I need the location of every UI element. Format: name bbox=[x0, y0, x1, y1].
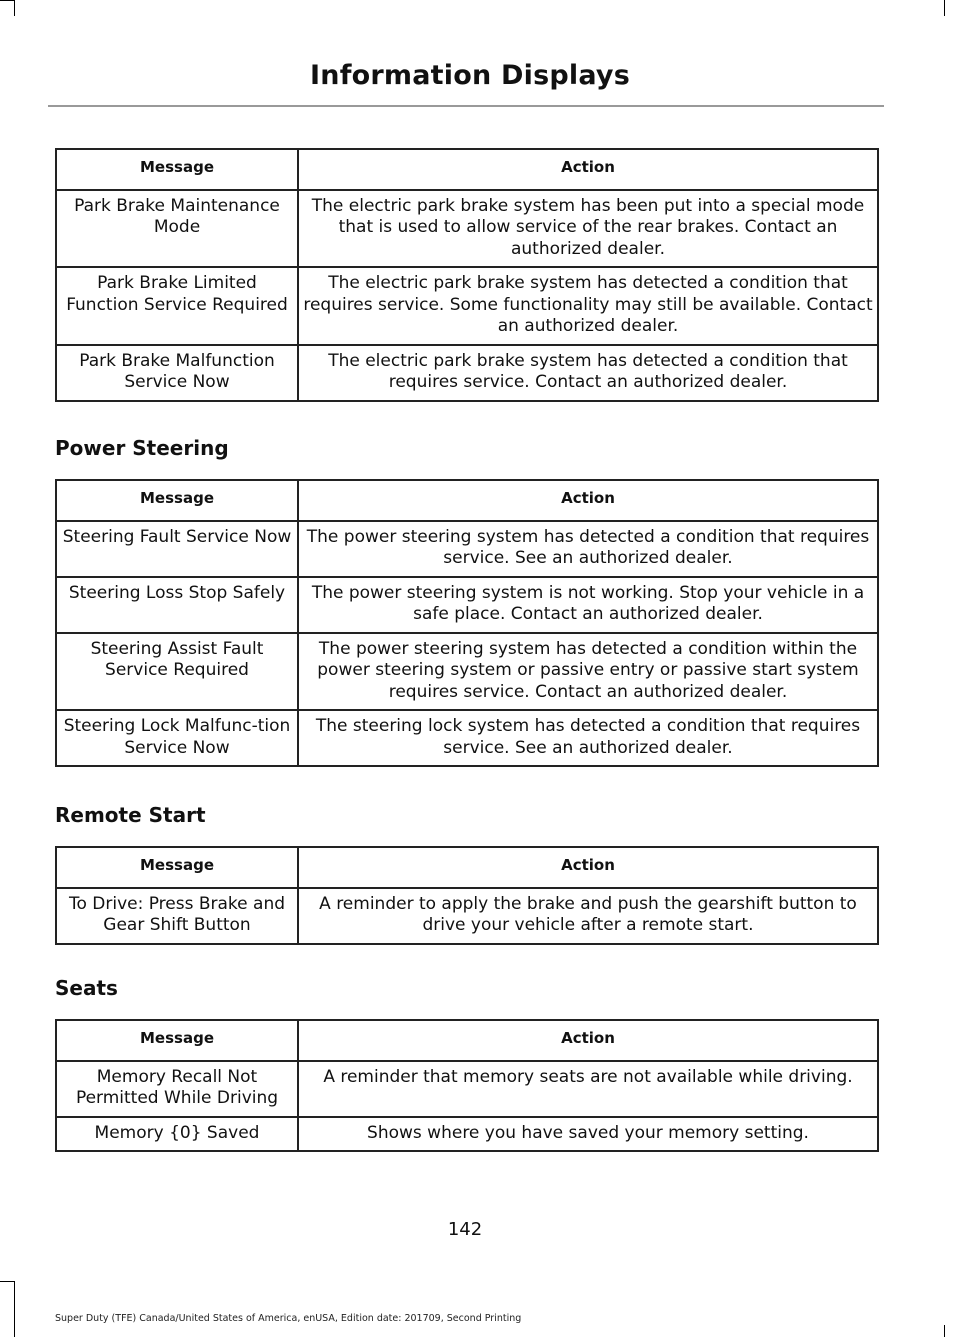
table-row bbox=[56, 521, 878, 577]
column-header-action: Action bbox=[298, 847, 878, 888]
table-row bbox=[56, 710, 878, 766]
action-cell: Shows where you have saved your memory setting. bbox=[298, 1117, 878, 1152]
table-header-row bbox=[56, 480, 878, 521]
section-heading-power-steering: Power Steering bbox=[55, 436, 229, 460]
crop-mark-bottom-right bbox=[944, 1325, 945, 1337]
crop-mark-bottom-left-horizontal bbox=[0, 1281, 14, 1282]
table-row bbox=[56, 190, 878, 268]
table-row bbox=[56, 577, 878, 633]
crop-mark-top-right bbox=[944, 0, 945, 16]
column-header-message: Message bbox=[56, 847, 298, 888]
table-header-row bbox=[56, 1020, 878, 1061]
edition-footer: Super Duty (TFE) Canada/United States of America, enUSA, Edition date: 201709, Second Printing bbox=[55, 1313, 522, 1324]
page-number: 142 bbox=[447, 1219, 483, 1240]
column-header-action: Action bbox=[298, 480, 878, 521]
action-cell: A reminder to apply the brake and push the gearshift button to drive your vehicle after a remote start. bbox=[298, 888, 878, 944]
message-cell: Memory Recall Not Permitted While Driving bbox=[56, 1061, 298, 1117]
table-row bbox=[56, 1117, 878, 1152]
table-row bbox=[56, 267, 878, 345]
page-title: Information Displays bbox=[310, 60, 630, 91]
crop-mark-bottom-left bbox=[14, 1281, 15, 1337]
table-row bbox=[56, 633, 878, 711]
column-header-message: Message bbox=[56, 1020, 298, 1061]
action-cell: The electric park brake system has detected a condition that requires service. Some functionality may still be available. Contact an authorized dealer. bbox=[298, 267, 878, 345]
message-cell: Steering Assist Fault Service Required bbox=[56, 633, 298, 711]
section-heading-seats: Seats bbox=[55, 976, 118, 1000]
message-cell: To Drive: Press Brake and Gear Shift Button bbox=[56, 888, 298, 944]
action-cell: A reminder that memory seats are not available while driving. bbox=[298, 1061, 878, 1117]
table-header-row bbox=[56, 847, 878, 888]
header-divider bbox=[48, 105, 884, 107]
column-header-message: Message bbox=[56, 149, 298, 190]
power-steering-table bbox=[55, 479, 879, 767]
section-heading-remote-start: Remote Start bbox=[55, 803, 206, 827]
table-row bbox=[56, 888, 878, 944]
message-cell: Park Brake Maintenance Mode bbox=[56, 190, 298, 268]
table-row bbox=[56, 345, 878, 401]
message-cell: Steering Lock Malfunc-tion Service Now bbox=[56, 710, 298, 766]
crop-mark-top-left bbox=[0, 0, 14, 1]
message-cell: Steering Loss Stop Safely bbox=[56, 577, 298, 633]
message-cell: Memory {0} Saved bbox=[56, 1117, 298, 1152]
action-cell: The power steering system has detected a condition that requires service. See an authorized dealer. bbox=[298, 521, 878, 577]
column-header-action: Action bbox=[298, 149, 878, 190]
park-brake-table bbox=[55, 148, 879, 402]
action-cell: The power steering system has detected a condition within the power steering system or passive entry or passive start system requires service. Contact an authorized dealer. bbox=[298, 633, 878, 711]
table-row bbox=[56, 1061, 878, 1117]
seats-table bbox=[55, 1019, 879, 1152]
message-cell: Park Brake Limited Function Service Required bbox=[56, 267, 298, 345]
action-cell: The electric park brake system has detected a condition that requires service. Contact an authorized dealer. bbox=[298, 345, 878, 401]
message-cell: Steering Fault Service Now bbox=[56, 521, 298, 577]
action-cell: The electric park brake system has been put into a special mode that is used to allow service of the rear brakes. Contact an authorized dealer. bbox=[298, 190, 878, 268]
table-header-row bbox=[56, 149, 878, 190]
action-cell: The power steering system is not working. Stop your vehicle in a safe place. Contact an authorized dealer. bbox=[298, 577, 878, 633]
remote-start-table bbox=[55, 846, 879, 945]
crop-mark-top-left-vertical bbox=[14, 0, 15, 16]
column-header-message: Message bbox=[56, 480, 298, 521]
message-cell: Park Brake Malfunction Service Now bbox=[56, 345, 298, 401]
action-cell: The steering lock system has detected a condition that requires service. See an authorized dealer. bbox=[298, 710, 878, 766]
column-header-action: Action bbox=[298, 1020, 878, 1061]
